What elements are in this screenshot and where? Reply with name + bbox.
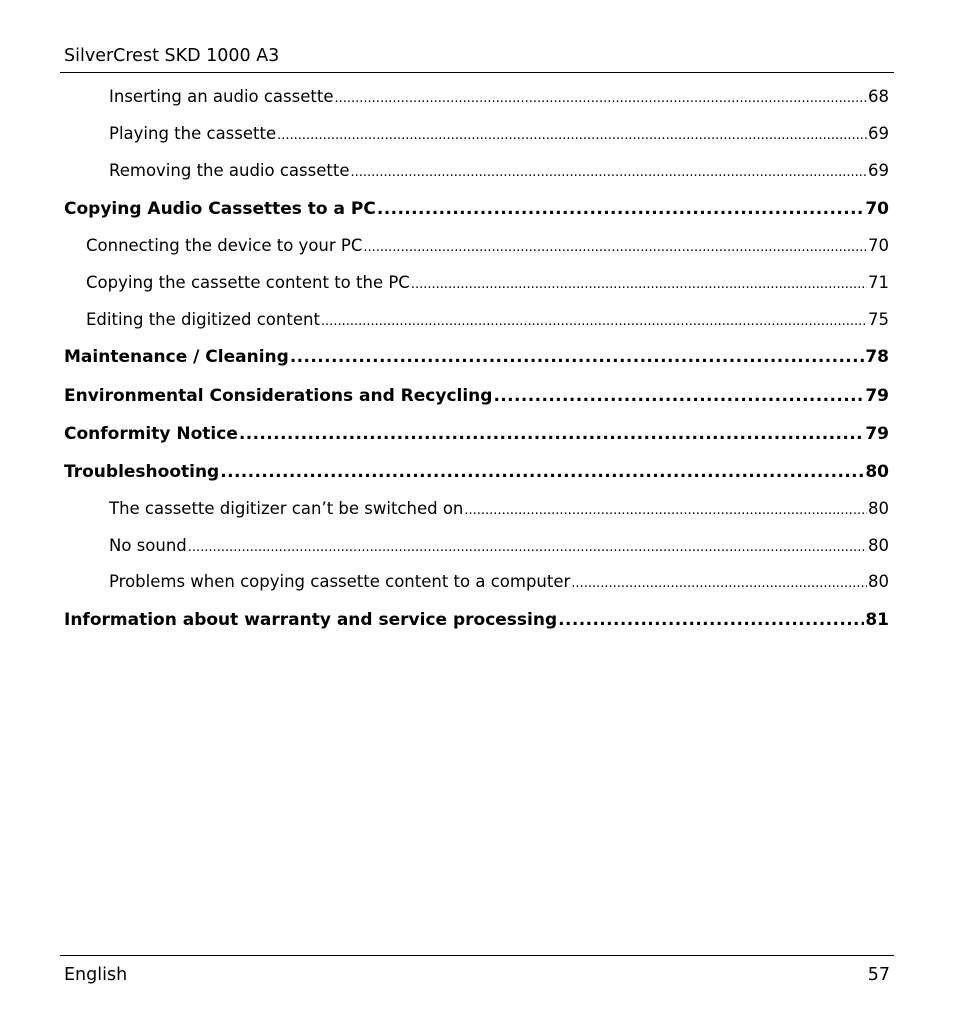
toc-entry-warranty[interactable] bbox=[64, 609, 889, 631]
toc-entry-page: 81 bbox=[865, 610, 889, 630]
toc-entry-editing-content[interactable] bbox=[86, 309, 889, 331]
toc-entry-title: Environmental Considerations and Recycling bbox=[64, 386, 493, 406]
toc-entry-page: 70 bbox=[865, 199, 889, 219]
toc-entry-page: 78 bbox=[865, 347, 889, 367]
toc-entry-title: Information about warranty and service processing bbox=[64, 610, 558, 630]
toc-leader-dots bbox=[464, 498, 867, 522]
toc-entry-playing-cassette[interactable] bbox=[109, 123, 889, 145]
toc-entry-page: 71 bbox=[868, 273, 889, 292]
toc-entry-title: Conformity Notice bbox=[64, 424, 238, 444]
toc-leader-dots bbox=[558, 609, 864, 631]
toc-leader-dots bbox=[571, 571, 867, 595]
toc-entry-copying-content[interactable] bbox=[86, 272, 889, 294]
toc-entry-page: 68 bbox=[868, 87, 889, 106]
toc-entry-conformity[interactable] bbox=[64, 423, 889, 445]
toc-entry-page: 70 bbox=[868, 236, 889, 255]
toc-entry-title: Editing the digitized content bbox=[86, 310, 320, 329]
toc-entry-title: Copying the cassette content to the PC bbox=[86, 273, 410, 292]
toc-entry-title: Inserting an audio cassette bbox=[109, 87, 334, 106]
toc-entry-page: 80 bbox=[865, 462, 889, 482]
toc-entry-cant-switch-on[interactable] bbox=[109, 498, 889, 520]
page-footer bbox=[60, 955, 894, 990]
toc-entry-title: Playing the cassette bbox=[109, 124, 277, 143]
toc-entry-maintenance[interactable] bbox=[64, 346, 889, 368]
footer-page-number: 57 bbox=[867, 965, 890, 985]
toc-leader-dots bbox=[377, 198, 864, 220]
toc-entry-connecting-device[interactable] bbox=[86, 235, 889, 257]
toc-entry-title: Troubleshooting bbox=[64, 462, 220, 482]
toc-leader-dots bbox=[321, 309, 867, 333]
toc-entry-no-sound[interactable] bbox=[109, 535, 889, 557]
toc-leader-dots bbox=[350, 160, 867, 184]
toc-leader-dots bbox=[188, 535, 867, 559]
toc-leader-dots bbox=[411, 272, 867, 296]
toc-entry-title: Connecting the device to your PC bbox=[86, 236, 363, 255]
toc-entry-title: No sound bbox=[109, 536, 187, 555]
toc-entry-title: Copying Audio Cassettes to a PC bbox=[64, 199, 376, 219]
toc-leader-dots bbox=[277, 123, 867, 147]
toc-entry-problems-copying[interactable] bbox=[109, 571, 889, 593]
toc-entry-copying-audio-cassettes[interactable] bbox=[64, 198, 889, 220]
toc-entry-page: 69 bbox=[868, 124, 889, 143]
toc-entry-page: 79 bbox=[865, 386, 889, 406]
toc-leader-dots bbox=[220, 461, 864, 483]
toc-entry-title: Removing the audio cassette bbox=[109, 161, 350, 180]
toc-entry-page: 80 bbox=[868, 499, 889, 518]
page-header bbox=[60, 44, 894, 73]
toc-entry-inserting-cassette[interactable] bbox=[109, 86, 889, 108]
toc-leader-dots bbox=[363, 235, 867, 259]
toc-entry-title: The cassette digitizer can’t be switched on bbox=[109, 499, 464, 518]
toc-leader-dots bbox=[493, 385, 864, 407]
toc-leader-dots bbox=[239, 423, 864, 445]
toc-entry-page: 79 bbox=[865, 424, 889, 444]
toc-entry-page: 75 bbox=[868, 310, 889, 329]
toc-entry-page: 69 bbox=[868, 161, 889, 180]
toc-leader-dots bbox=[334, 86, 867, 110]
toc-entry-troubleshooting[interactable] bbox=[64, 461, 889, 483]
toc-entry-title: Problems when copying cassette content to a computer bbox=[109, 572, 571, 591]
toc-entry-environmental[interactable] bbox=[64, 385, 889, 407]
toc-leader-dots bbox=[290, 346, 865, 368]
toc-entry-removing-cassette[interactable] bbox=[109, 160, 889, 182]
toc-entry-page: 80 bbox=[868, 572, 889, 591]
footer-language: English bbox=[64, 965, 128, 985]
toc-entry-title: Maintenance / Cleaning bbox=[64, 347, 289, 367]
toc-entry-page: 80 bbox=[868, 536, 889, 555]
document-title: SilverCrest SKD 1000 A3 bbox=[64, 46, 280, 66]
